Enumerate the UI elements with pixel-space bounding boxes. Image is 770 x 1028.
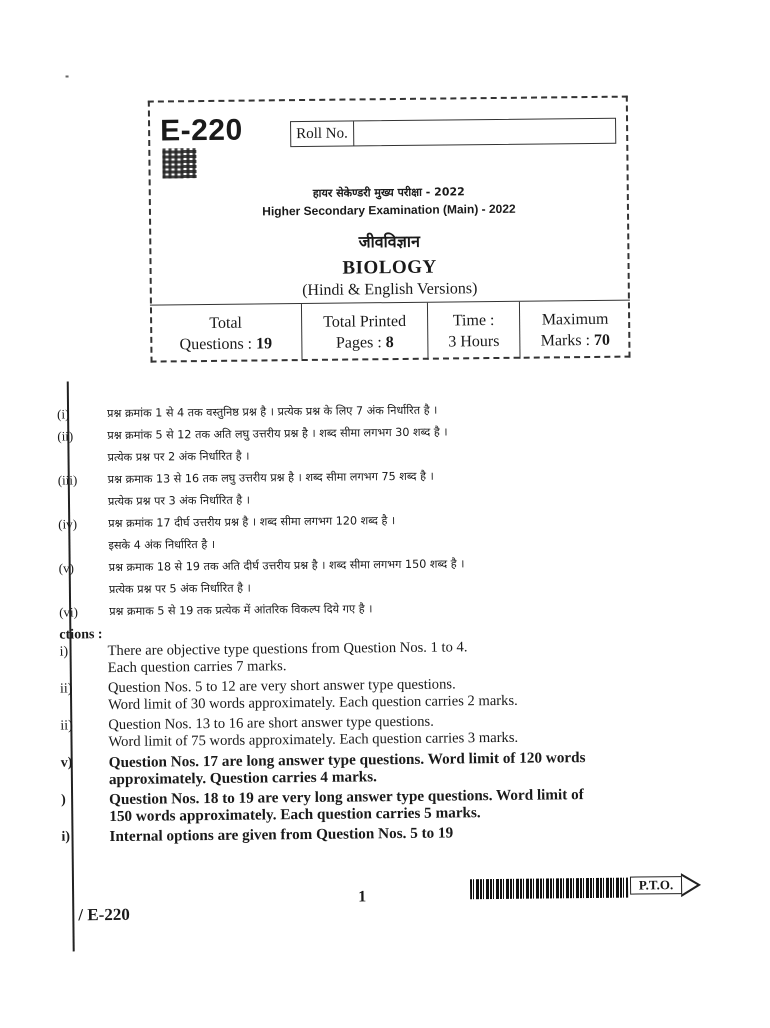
item-line-2: इसके 4 अंक निर्धारित है । xyxy=(108,537,216,553)
item-number: i) xyxy=(59,644,69,660)
item-line-1: प्रश्न क्रमांक 5 से 12 तक अति लघु उत्तरीय प्रश्न है । शब्द सीमा लगभग 30 शब्द है । xyxy=(107,425,448,443)
instructions-hindi xyxy=(57,397,699,624)
page-number: 1 xyxy=(358,888,367,906)
item-line-2: Each question carries 7 marks. xyxy=(107,658,287,677)
item-line-1: Question Nos. 17 are long answer type questions. Word limit of 120 words xyxy=(108,749,586,772)
max-marks-value: 70 xyxy=(593,331,611,349)
instruction-hindi-item xyxy=(59,551,699,602)
item-line-2: Word limit of 75 words approximately. Each question carries 3 marks. xyxy=(108,729,519,751)
versions-note: (Hindi & English Versions) xyxy=(302,280,478,300)
pto-arrow-icon xyxy=(630,873,708,898)
exam-title-hindi: हायर सेकेण्डरी मुख्य परीक्षा - 2022 xyxy=(312,185,465,200)
instruction-hindi-item xyxy=(58,507,698,558)
instructions-heading: ctions : xyxy=(59,627,103,643)
total-pages-label-2: Pages : xyxy=(335,334,382,352)
item-line-2: 150 words approximately. Each question carries 5 marks. xyxy=(109,804,481,826)
time-label: Time : xyxy=(452,312,495,330)
item-line-1: प्रश्न क्रमाक 18 से 19 तक अति दीर्घ उत्तरीय प्रश्न है । शब्द सीमा लगभग 150 शब्द है । xyxy=(108,557,465,575)
exam-title-english: Higher Secondary Examination (Main) - 2022 xyxy=(262,201,516,219)
item-number: v) xyxy=(60,755,73,771)
time-cell xyxy=(428,302,521,360)
max-marks-label: Maximum xyxy=(541,310,609,329)
instruction-hindi-item xyxy=(57,419,697,470)
item-number: ii) xyxy=(59,681,73,697)
item-line-1: प्रश्न क्रमांक 17 दीर्घ उत्तरीय प्रश्न है । शब्द सीमा लगभग 120 शब्द है । xyxy=(108,514,396,531)
subject-title-hindi: जीवविज्ञान xyxy=(358,231,421,252)
time-value: 3 Hours xyxy=(448,332,500,351)
item-number: i) xyxy=(61,829,71,845)
instruction-hindi-item xyxy=(58,463,698,514)
item-number: ) xyxy=(61,792,66,808)
item-line-1: There are objective type questions from Question Nos. 1 to 4. xyxy=(107,639,468,660)
total-pages-label: Total Printed xyxy=(323,312,407,331)
item-line-1: प्रश्न क्रमाक 13 से 16 तक लघु उत्तरीय प्रश्न है । शब्द सीमा लगभग 75 शब्द है । xyxy=(107,469,434,487)
arrow-head-inner xyxy=(682,876,697,894)
item-number: (iii) xyxy=(57,472,78,488)
item-number: (vi) xyxy=(59,604,79,620)
item-line-2: Word limit of 30 words approximately. Each question carries 2 marks. xyxy=(108,692,518,714)
item-number: (ii) xyxy=(57,428,74,444)
paper-code: E-220 xyxy=(159,113,243,148)
total-pages-value: 8 xyxy=(385,334,394,352)
item-line-1: Internal options are given from Question Nos. 5 to 19 xyxy=(109,824,454,846)
instruction-english-item xyxy=(60,711,700,752)
item-line-2: प्रत्येक प्रश्न पर 5 अंक निर्धारित है । xyxy=(108,581,251,597)
total-pages-cell xyxy=(302,303,429,361)
instruction-english-item xyxy=(60,674,700,715)
item-line-1: प्रश्न क्रमाक 5 से 19 तक प्रत्येक में आंतरिक विकल्प दिये गए है । xyxy=(109,602,373,619)
total-questions-label: Total xyxy=(209,314,243,332)
stray-mark xyxy=(66,75,69,77)
footer-paper-code: / E-220 xyxy=(78,904,130,925)
max-marks-cell xyxy=(520,301,631,359)
item-line-1: प्रश्न क्रमांक 1 से 4 तक वस्तुनिष्ठ प्रश्न है । प्रत्येक प्रश्न के लिए 7 अंक निर्धारित है । xyxy=(107,403,438,421)
item-line-1: Question Nos. 13 to 16 are short answer type questions. xyxy=(108,713,434,734)
instruction-english-item xyxy=(59,637,699,678)
item-line-1: Question Nos. 18 to 19 are very long answer type questions. Word limit of xyxy=(109,786,584,809)
pto-label: P.T.O. xyxy=(630,876,682,895)
instructions-english xyxy=(59,637,701,846)
instruction-english-item xyxy=(61,748,701,789)
roll-number-field[interactable] xyxy=(290,118,616,147)
roll-number-label: Roll No. xyxy=(291,121,354,146)
item-line-2: approximately. Question carries 4 marks. xyxy=(108,768,378,789)
instruction-english-item xyxy=(61,785,701,826)
qr-code-icon xyxy=(162,148,196,178)
barcode-icon xyxy=(470,878,628,900)
item-number: ii) xyxy=(60,718,73,734)
instruction-english-item xyxy=(61,822,701,846)
exam-info-row xyxy=(150,300,631,363)
item-number: (iv) xyxy=(58,516,78,532)
max-marks-label-2: Marks : xyxy=(540,332,591,350)
instructions xyxy=(57,397,702,849)
item-line-2: प्रत्येक प्रश्न पर 2 अंक निर्धारित है । xyxy=(107,449,250,465)
total-questions-label-2: Questions : xyxy=(179,335,253,354)
total-questions-cell xyxy=(150,304,303,363)
subject-title-english: BIOLOGY xyxy=(342,256,437,279)
item-line-1: Question Nos. 5 to 12 are very short answer type questions. xyxy=(107,676,456,697)
item-number: (v) xyxy=(58,560,74,576)
item-line-2: प्रत्येक प्रश्न पर 3 अंक निर्धारित है । xyxy=(107,493,251,509)
header-box xyxy=(148,96,631,363)
total-questions-value: 19 xyxy=(255,335,273,353)
item-number: (i) xyxy=(57,406,70,422)
